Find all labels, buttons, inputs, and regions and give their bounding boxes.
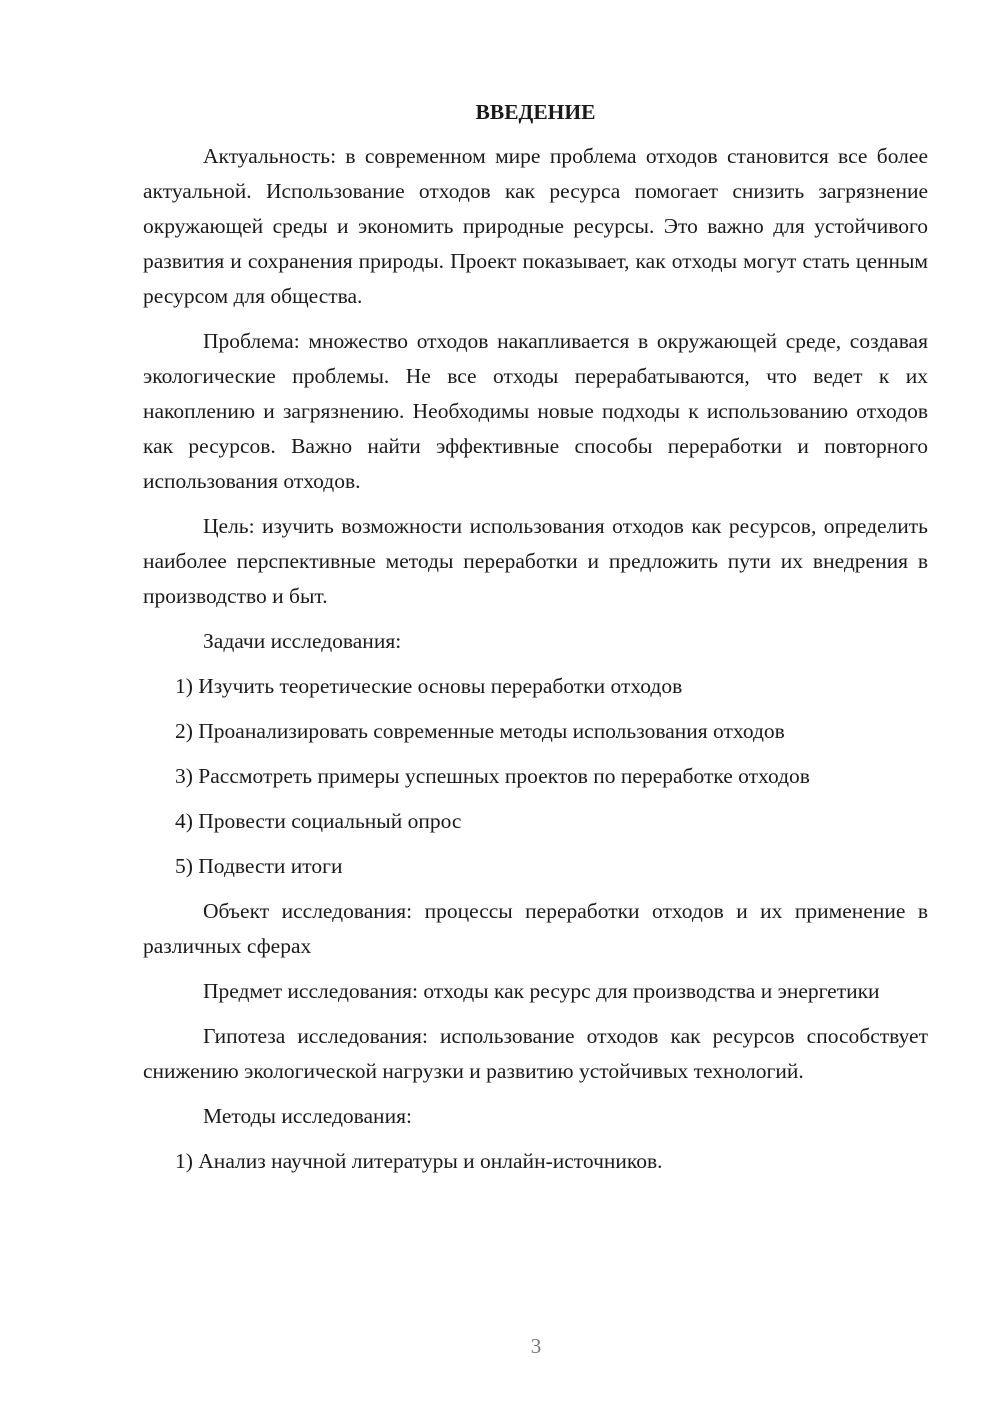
object-paragraph: Объект исследования: процессы переработки отходов и их применение в различных сферах (143, 899, 928, 958)
task-item: 4) Провести социальный опрос (175, 809, 462, 833)
problem-paragraph: Проблема: множество отходов накапливается в окружающей среде, создавая экологические проблемы. Не все отходы перерабатываются, что ведет к их накоплению и загрязнению. Необходимы новые подходы к использованию отходов как ресурсов. Важно найти эффективные способы переработки и повторного использования отходов. (143, 329, 928, 493)
page-content (143, 95, 928, 1189)
goal-paragraph: Цель: изучить возможности использования отходов как ресурсов, определить наиболее перспективные методы переработки и предложить пути их внедрения в производство и быт. (143, 514, 928, 608)
tasks-heading: Задачи исследования: (203, 629, 402, 653)
section-title: ВВЕДЕНИЕ (475, 100, 596, 124)
methods-heading: Методы исследования: (203, 1104, 412, 1128)
task-item: 3) Рассмотреть примеры успешных проектов по переработке отходов (175, 764, 810, 788)
subject-paragraph: Предмет исследования: отходы как ресурс для производства и энергетики (203, 979, 880, 1003)
page-number: 3 (530, 1334, 542, 1358)
method-item: 1) Анализ научной литературы и онлайн-источников. (175, 1149, 663, 1173)
relevance-paragraph: Актуальность: в современном мире проблема отходов становится все более актуальной. Использование отходов как ресурса помогает снизить загрязнение окружающей среды и экономить природные ресурсы. Это важно для устойчивого развития и сохранения природы. Проект показывает, как отходы могут стать ценным ресурсом для общества. (143, 144, 928, 308)
task-item: 1) Изучить теоретические основы переработки отходов (175, 674, 683, 698)
task-item: 5) Подвести итоги (175, 854, 343, 878)
task-item: 2) Проанализировать современные методы использования отходов (175, 719, 785, 743)
hypothesis-paragraph: Гипотеза исследования: использование отходов как ресурсов способствует снижению экологической нагрузки и развитию устойчивых технологий. (143, 1024, 928, 1083)
